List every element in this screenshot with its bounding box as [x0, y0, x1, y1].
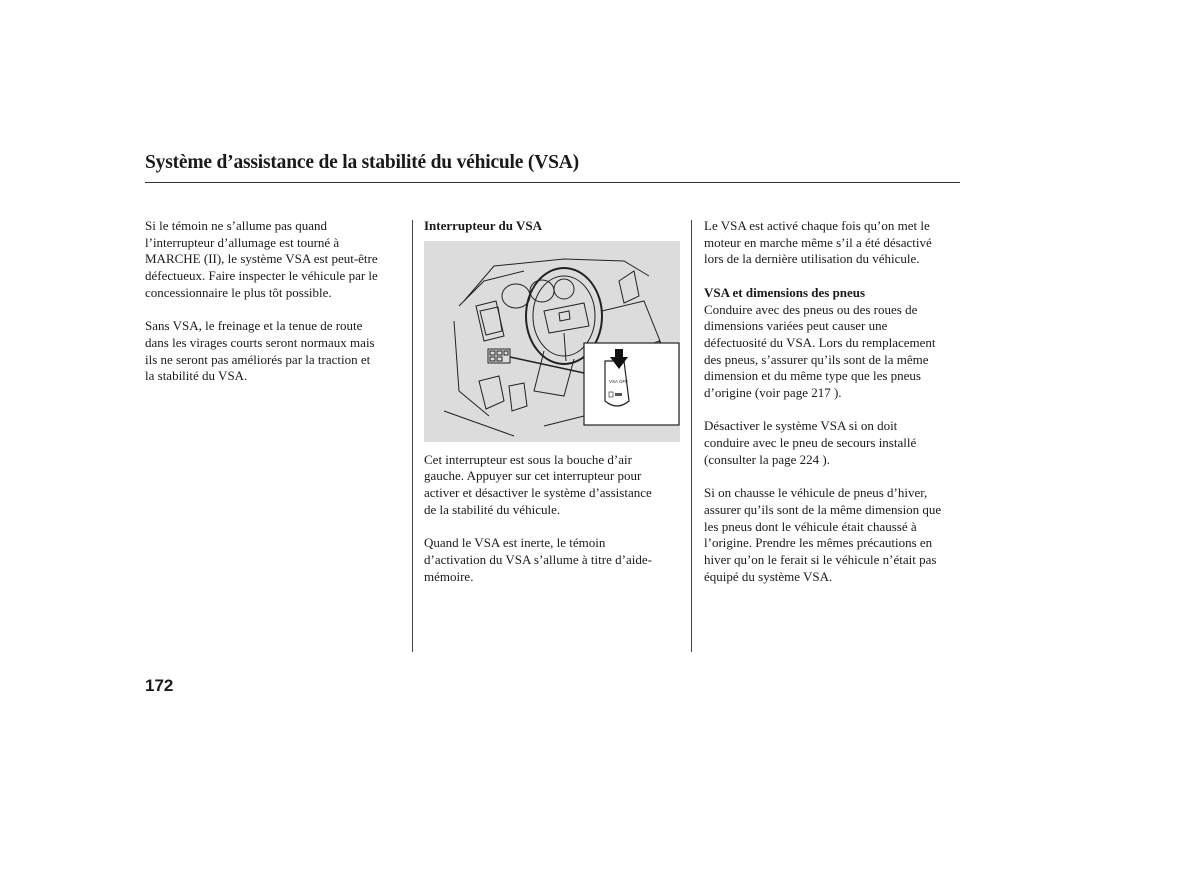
paragraph: Sans VSA, le freinage et la tenue de route dans les virages courts seront normaux mais ils ne seront pas améliorés par la traction et la stabilité du VSA. — [145, 318, 375, 384]
paragraph: Cet interrupteur est sous la bouche d’air gauche. Appuyer sur cet interrupteur pour activer et désactiver le système d’assistance de la stabilité du véhicule. — [424, 451, 652, 517]
vsa-switch-dashboard-illustration — [424, 241, 680, 442]
paragraph: Si on chausse le véhicule de pneus d’hiver, assurer qu’ils sont de la même dimension que les pneus dont le véhicule était chaussé à l’origine. Prendre les mêmes précautions en hiver qu’on le ferait si le véhicule n’était pas équipé du système VSA. — [704, 485, 942, 584]
paragraph: Quand le VSA est inerte, le témoin d’activation du VSA s’allume à titre d’aide- mémoire. — [424, 535, 652, 584]
switch-label: VSA OFF — [609, 378, 629, 384]
section-heading: Interrupteur du VSA — [424, 218, 542, 233]
column-middle — [424, 218, 682, 602]
column-divider-1 — [412, 220, 413, 652]
section-heading: VSA et dimensions des pneus — [704, 284, 866, 300]
page-number: 172 — [145, 676, 174, 695]
dashboard-drawing — [424, 241, 680, 442]
column-divider-2 — [691, 220, 692, 652]
title-divider — [145, 182, 960, 183]
column-left — [145, 218, 401, 402]
paragraph: Conduire avec des pneus ou des roues de dimensions variées peut causer une défectuosité du VSA. Lors du remplacement des pneus, s’assurer qu’ils sont de la même dimension et du même type que les pneus d’origine (voir page 217 ). — [704, 301, 936, 401]
page-title: Système d’assistance de la stabilité du véhicule (VSA) — [145, 152, 579, 173]
column-right — [704, 218, 962, 602]
paragraph: Le VSA est activé chaque fois qu’on met le moteur en marche même s’il a été désactivé lors de la dernière utilisation du véhicule. — [704, 218, 932, 267]
paragraph: Si le témoin ne s’allume pas quand l’interrupteur d’allumage est tourné à MARCHE (II), le système VSA est peut-être défectueux. Faire inspecter le véhicule par le concessionnaire le plus tôt possible. — [145, 218, 378, 300]
paragraph: Désactiver le système VSA si on doit conduire avec le pneu de secours installé (consulter la page 224 ). — [704, 418, 917, 467]
